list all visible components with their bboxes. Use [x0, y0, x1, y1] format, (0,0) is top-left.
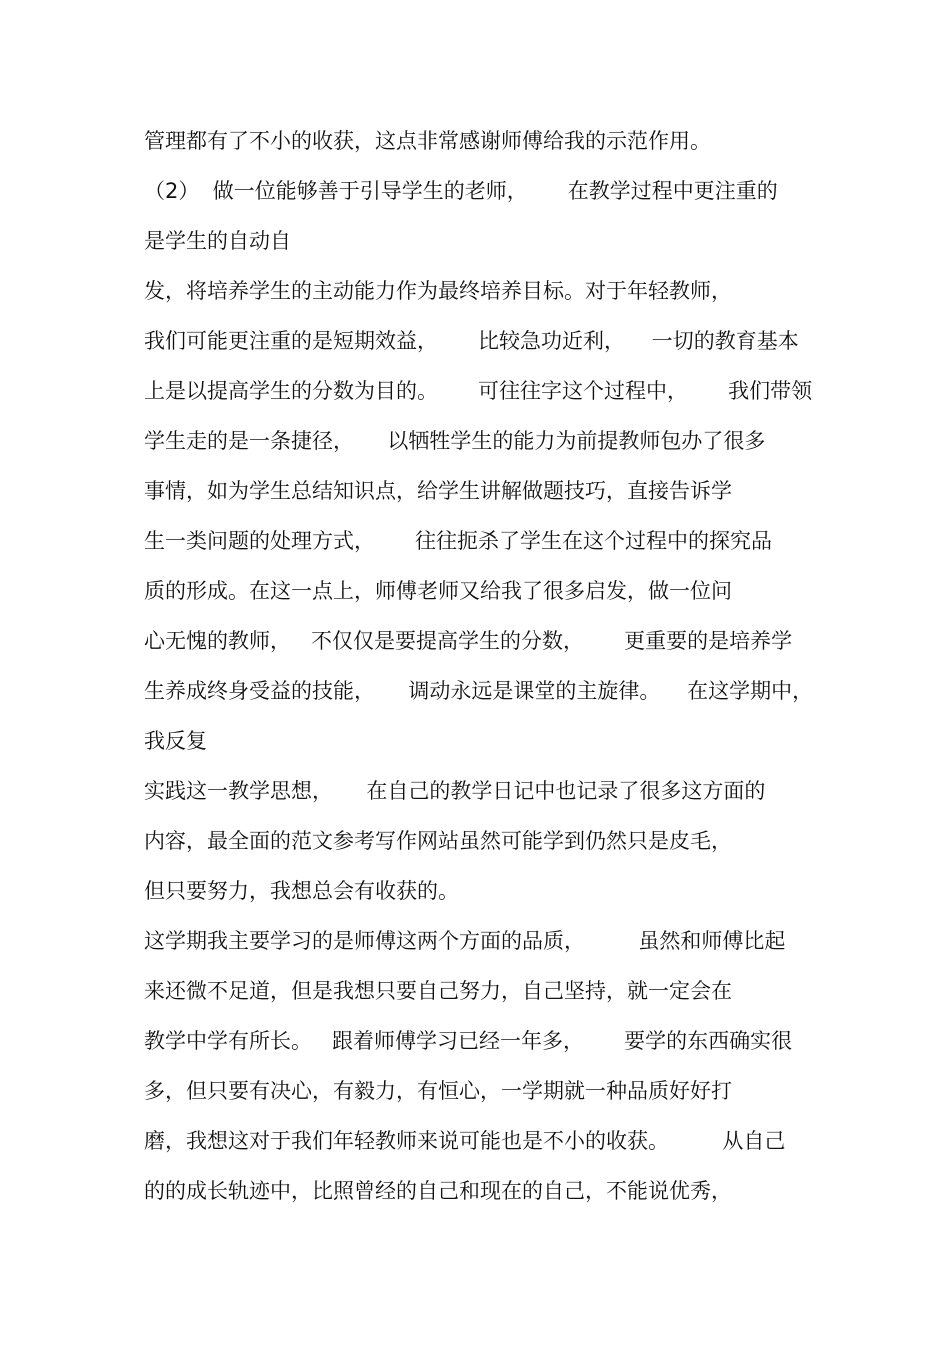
text-line: 生一类问题的处理方式， 往往扼杀了学生在这个过程中的探究品 — [144, 529, 773, 553]
text-line: 来还微不足道，但是我想只要自己努力，自己坚持，就一定会在 — [144, 979, 732, 1003]
text-line: 的的成长轨迹中，比照曾经的自己和现在的自己，不能说优秀， — [144, 1179, 732, 1203]
text-line: 多，但只要有决心，有毅力，有恒心，一学期就一种品质好好打 — [144, 1079, 732, 1103]
text-line: 我们可能更注重的是短期效益， 比较急功近利， 一切的教育基本 — [144, 329, 799, 353]
text-line: 生养成终身受益的技能， 调动永远是课堂的主旋律。 在这学期中， — [144, 679, 814, 703]
text-line: 这学期我主要学习的是师傅这两个方面的品质， 虽然和师傅比起 — [144, 929, 786, 953]
text-line: 但只要努力，我想总会有收获的。 — [144, 879, 459, 903]
text-line: 实践这一教学思想， 在自己的教学日记中也记录了很多这方面的 — [144, 779, 766, 803]
text-line: 发，将培养学生的主动能力作为最终培养目标。对于年轻教师， — [144, 279, 732, 303]
text-line: 管理都有了不小的收获，这点非常感谢师傅给我的示范作用。 — [144, 129, 711, 153]
text-line: 我反复 — [144, 729, 207, 753]
text-line: 磨，我想这对于我们年轻教师来说可能也是不小的收获。 从自己 — [144, 1129, 786, 1153]
text-line: 心无愧的教师， 不仅仅是要提高学生的分数， 更重要的是培养学 — [144, 629, 793, 653]
text-line: 是学生的自动自 — [144, 229, 291, 253]
text-line: 事情，如为学生总结知识点，给学生讲解做题技巧，直接告诉学 — [144, 479, 732, 503]
text-line: 上是以提高学生的分数为目的。 可往往字这个过程中， 我们带领 — [144, 379, 813, 403]
text-line: 质的形成。在这一点上，师傅老师又给我了很多启发，做一位问 — [144, 579, 732, 603]
text-line: 内容，最全面的范文参考写作网站虽然可能学到仍然只是皮毛， — [144, 829, 732, 853]
text-line: 教学中学有所长。 跟着师傅学习已经一年多， 要学的东西确实很 — [144, 1029, 793, 1053]
text-line: （2） 做一位能够善于引导学生的老师， 在教学过程中更注重的 — [144, 179, 778, 203]
text-line: 学生走的是一条捷径， 以牺牲学生的能力为前提教师包办了很多 — [144, 429, 766, 453]
